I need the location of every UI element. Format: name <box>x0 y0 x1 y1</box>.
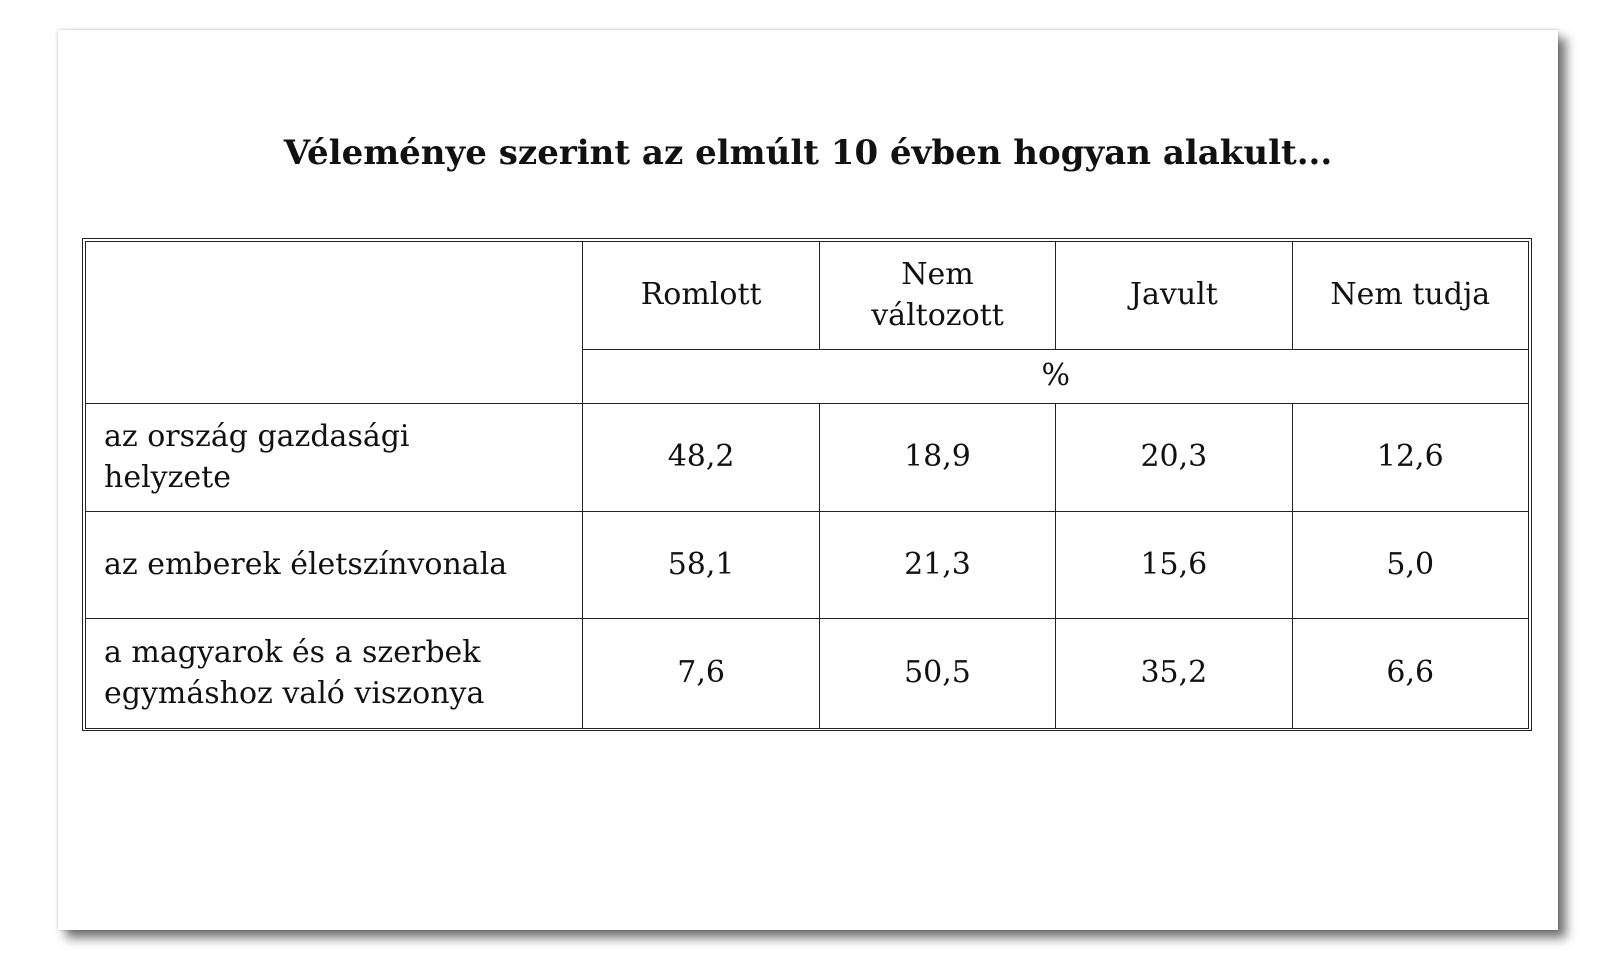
row-label: az ország gazdasági helyzete <box>86 404 583 512</box>
header-row <box>86 242 1529 350</box>
column-header: Romlott <box>583 242 819 350</box>
column-header: Javult <box>1056 242 1292 350</box>
table-frame <box>82 238 1532 731</box>
value-cell: 12,6 <box>1292 404 1528 512</box>
value-cell: 35,2 <box>1056 619 1292 729</box>
table-row <box>86 404 1529 512</box>
document-page <box>58 30 1558 930</box>
column-header: Nem változott <box>819 242 1055 350</box>
table-row <box>86 619 1529 729</box>
value-cell: 6,6 <box>1292 619 1528 729</box>
value-cell: 5,0 <box>1292 512 1528 619</box>
value-cell: 18,9 <box>819 404 1055 512</box>
opinion-table <box>85 241 1529 729</box>
unit-label: % <box>583 350 1529 404</box>
value-cell: 7,6 <box>583 619 819 729</box>
table-row <box>86 512 1529 619</box>
corner-cell <box>86 242 583 404</box>
column-header: Nem tudja <box>1292 242 1528 350</box>
row-label: a magyarok és a szerbek egymáshoz való viszonya <box>86 619 583 729</box>
value-cell: 20,3 <box>1056 404 1292 512</box>
value-cell: 21,3 <box>819 512 1055 619</box>
value-cell: 48,2 <box>583 404 819 512</box>
row-label: az emberek életszínvonala <box>86 512 583 619</box>
value-cell: 50,5 <box>819 619 1055 729</box>
value-cell: 15,6 <box>1056 512 1292 619</box>
table-title: Véleménye szerint az elmúlt 10 évben hogyan alakult... <box>283 133 1333 173</box>
value-cell: 58,1 <box>583 512 819 619</box>
